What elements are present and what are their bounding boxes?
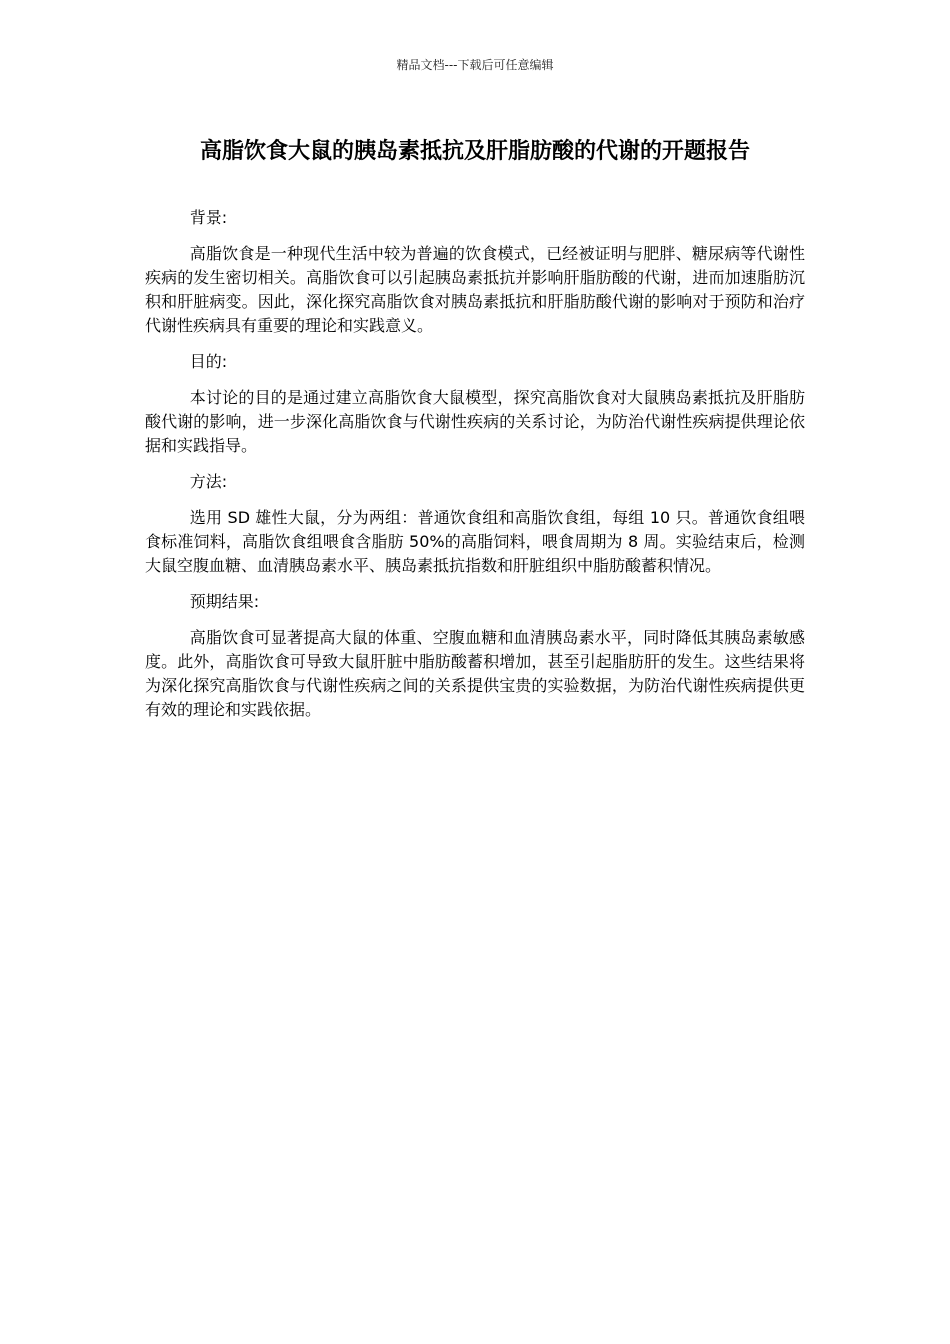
section-background: [145, 206, 805, 338]
section-methods: [145, 470, 805, 578]
section-heading: 方法:: [189, 472, 228, 491]
document-body: [145, 206, 805, 734]
section-expected-results: [145, 590, 805, 722]
header-note: 精品文档---下载后可任意编辑: [396, 58, 554, 72]
section-paragraph: 高脂饮食可显著提高大鼠的体重、空腹血糖和血清胰岛素水平，同时降低其胰岛素敏感度。此外，高脂饮食可导致大鼠肝脏中脂肪酸蓄积增加，甚至引起脂肪肝的发生。这些结果将为深化探究高脂饮食与代谢性疾病之间的关系提供宝贵的实验数据，为防治代谢性疾病提供更有效的理论和实践依据。: [145, 628, 805, 719]
section-objective: [145, 350, 805, 458]
document-title: 高脂饮食大鼠的胰岛素抵抗及肝脂肪酸的代谢的开题报告: [199, 139, 750, 164]
section-paragraph: 高脂饮食是一种现代生活中较为普遍的饮食模式，已经被证明与肥胖、糖尿病等代谢性疾病的发生密切相关。高脂饮食可以引起胰岛素抵抗并影响肝脂肪酸的代谢，进而加速脂肪沉积和肝脏病变。因此，深化探究高脂饮食对胰岛素抵抗和肝脂肪酸代谢的影响对于预防和治疗代谢性疾病具有重要的理论和实践意义。: [145, 244, 805, 335]
section-heading: 目的:: [189, 352, 228, 371]
section-paragraph: 选用 SD 雄性大鼠，分为两组：普通饮食组和高脂饮食组，每组 10 只。普通饮食组喂食标准饲料，高脂饮食组喂食含脂肪 50%的高脂饲料，喂食周期为 8 周。实验结束后，检测大鼠空腹血糖、血清胰岛素水平、胰岛素抵抗指数和肝脏组织中脂肪酸蓄积情况。: [145, 508, 805, 575]
section-paragraph: 本讨论的目的是通过建立高脂饮食大鼠模型，探究高脂饮食对大鼠胰岛素抵抗及肝脂肪酸代谢的影响，进一步深化高脂饮食与代谢性疾病的关系讨论，为防治代谢性疾病提供理论依据和实践指导。: [145, 388, 805, 455]
section-heading: 背景:: [189, 208, 228, 227]
section-heading: 预期结果:: [189, 592, 260, 611]
